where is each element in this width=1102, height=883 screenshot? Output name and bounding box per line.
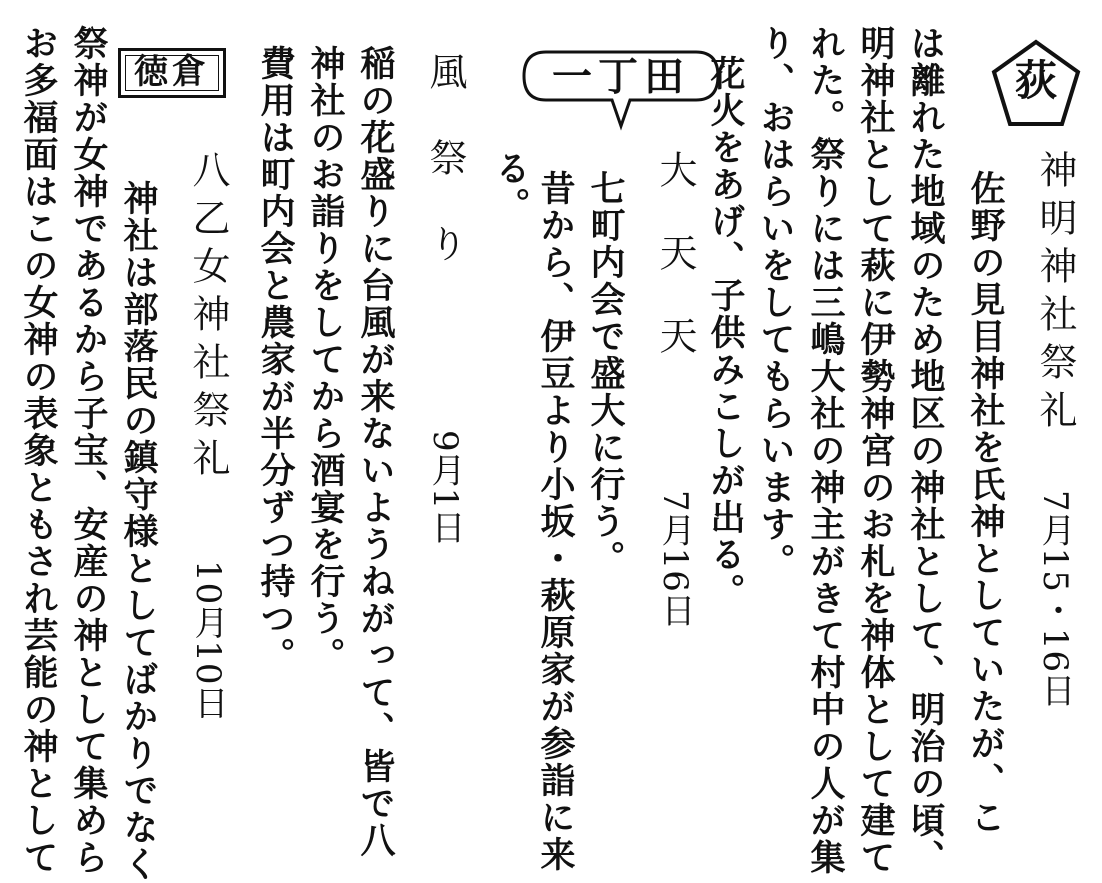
hagi-line-3: 明神社として萩に伊勢神宮のお札を神体として建て bbox=[855, 25, 896, 876]
kaze-line-2: 神社のお詣りをしてから酒宴を行う。 bbox=[305, 45, 346, 674]
tokura-title: 八乙女神社祭礼 bbox=[186, 150, 230, 486]
icchoda-date: 7月16日 bbox=[655, 490, 695, 628]
box-text: 徳倉 bbox=[134, 52, 210, 92]
icchoda-banner bbox=[518, 44, 724, 132]
hagi-line-2: は離れた地域のため地区の神社として、明治の頃、 bbox=[905, 25, 946, 876]
kaze-line-1: 稲の花盛りに台風が来ないようねがって、皆で八 bbox=[355, 45, 396, 859]
hagi-line-6: 花火をあげ、子供みこしが出る。 bbox=[705, 55, 746, 610]
icchoda-line-1: 七町内会で盛大に行う。 bbox=[585, 170, 626, 577]
seal-character: 荻 bbox=[1014, 56, 1057, 105]
hagi-seal bbox=[990, 38, 1082, 130]
tokura-box bbox=[118, 48, 226, 98]
hagi-date: 7月15・16日 bbox=[1035, 490, 1075, 709]
kaze-title: 風祭り bbox=[423, 52, 467, 310]
banner-text: 一丁田 bbox=[552, 53, 690, 100]
hagi-line-5: り、おはらいをしてもらいます。 bbox=[755, 25, 796, 580]
icchoda-line-2: 昔から、伊豆より小坂・萩原家が参詣に来 bbox=[535, 170, 576, 873]
tokura-line-3: お多福面はこの女神の表象ともされ芸能の神として bbox=[18, 25, 59, 876]
tokura-line-2: 祭神が女神であるから子宝、安産の神として集めら bbox=[68, 25, 109, 876]
icchoda-title: 大天天 bbox=[653, 150, 697, 399]
tokura-date: 10月10日 bbox=[188, 560, 228, 721]
tokura-line-1: 神社は部落民の鎮守様としてばかりでなく bbox=[118, 180, 159, 883]
hagi-line-1: 佐野の見目神社を氏神としていたが、こ bbox=[965, 170, 1006, 836]
kaze-line-3: 費用は町内会と農家が半分ずつ持つ。 bbox=[255, 45, 296, 674]
hagi-line-4: れた。祭りには三嶋大社の神主がきて村中の人が集 bbox=[805, 25, 846, 876]
kaze-date: 9月1日 bbox=[425, 430, 465, 546]
icchoda-line-3: る。 bbox=[490, 150, 531, 224]
hagi-title: 神明神社祭礼 bbox=[1033, 150, 1077, 438]
